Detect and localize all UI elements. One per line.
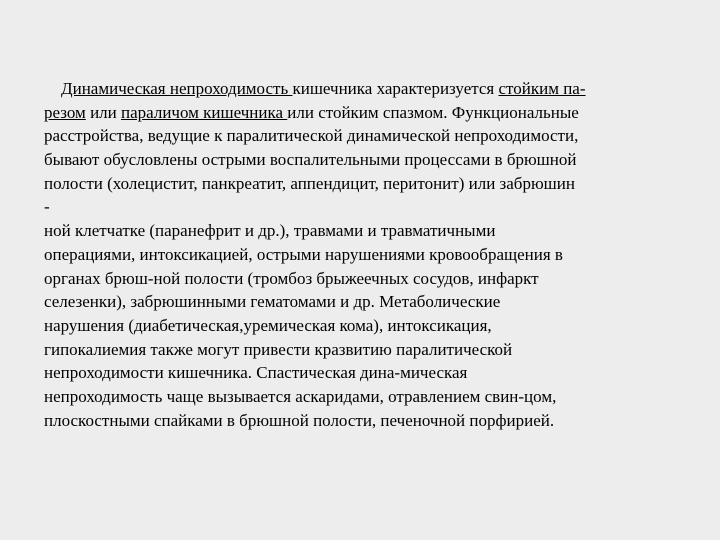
underlined-term-persistent-paresis: стойким па- (498, 79, 586, 98)
text-line-14: непроходимость чаще вызывается аскаридами, отравлением свин-цом, (44, 386, 557, 406)
text-line-7: ной клетчатке (паранефрит и др.), травмами и травматичными (44, 221, 496, 241)
text-line-15: плоскостными спайками в брюшной полости, печеночной порфирией. (44, 410, 555, 430)
underlined-term-intestinal-paralysis: параличом кишечника (121, 102, 288, 122)
text-line-13: непроходимости кишечника. Спастическая дина-мическая (44, 363, 468, 383)
paragraph (44, 77, 684, 432)
text-fragment: или стойким спазмом. Функциональные (287, 102, 579, 122)
text-fragment: или (85, 102, 121, 122)
text-line-12: гипокалиемия также могут привести кразвитию паралитической (44, 339, 513, 359)
text-line-8: операциями, интоксикацией, острыми нарушениями кровообращения в (44, 244, 563, 264)
text-line-9: органах брюш-ной полости (тромбоз брыжеечных сосудов, инфаркт (44, 268, 539, 288)
text-line-1 (44, 77, 684, 101)
text-line-6: - (44, 197, 50, 217)
text-fragment: кишечника характеризуется (292, 79, 499, 98)
text-line-5: полости (холецистит, панкреатит, аппендицит, перитонит) или забрюшин (44, 173, 575, 193)
text-line-3: расстройства, ведущие к паралитической динамической непроходимости, (44, 126, 579, 146)
text-line-4: бывают обусловлены острыми воспалительными процессами в брюшной (44, 150, 577, 170)
text-line-2 (44, 101, 684, 125)
underlined-term-paresis-end: резом (44, 102, 86, 122)
text-line-11: нарушения (диабетическая,уремическая кома), интоксикация, (44, 315, 492, 335)
underlined-term-dynamic-obstruction: Динамическая непроходимость (61, 79, 293, 98)
text-line-10: селезенки), забрюшинными гематомами и др. Метаболические (44, 292, 501, 312)
